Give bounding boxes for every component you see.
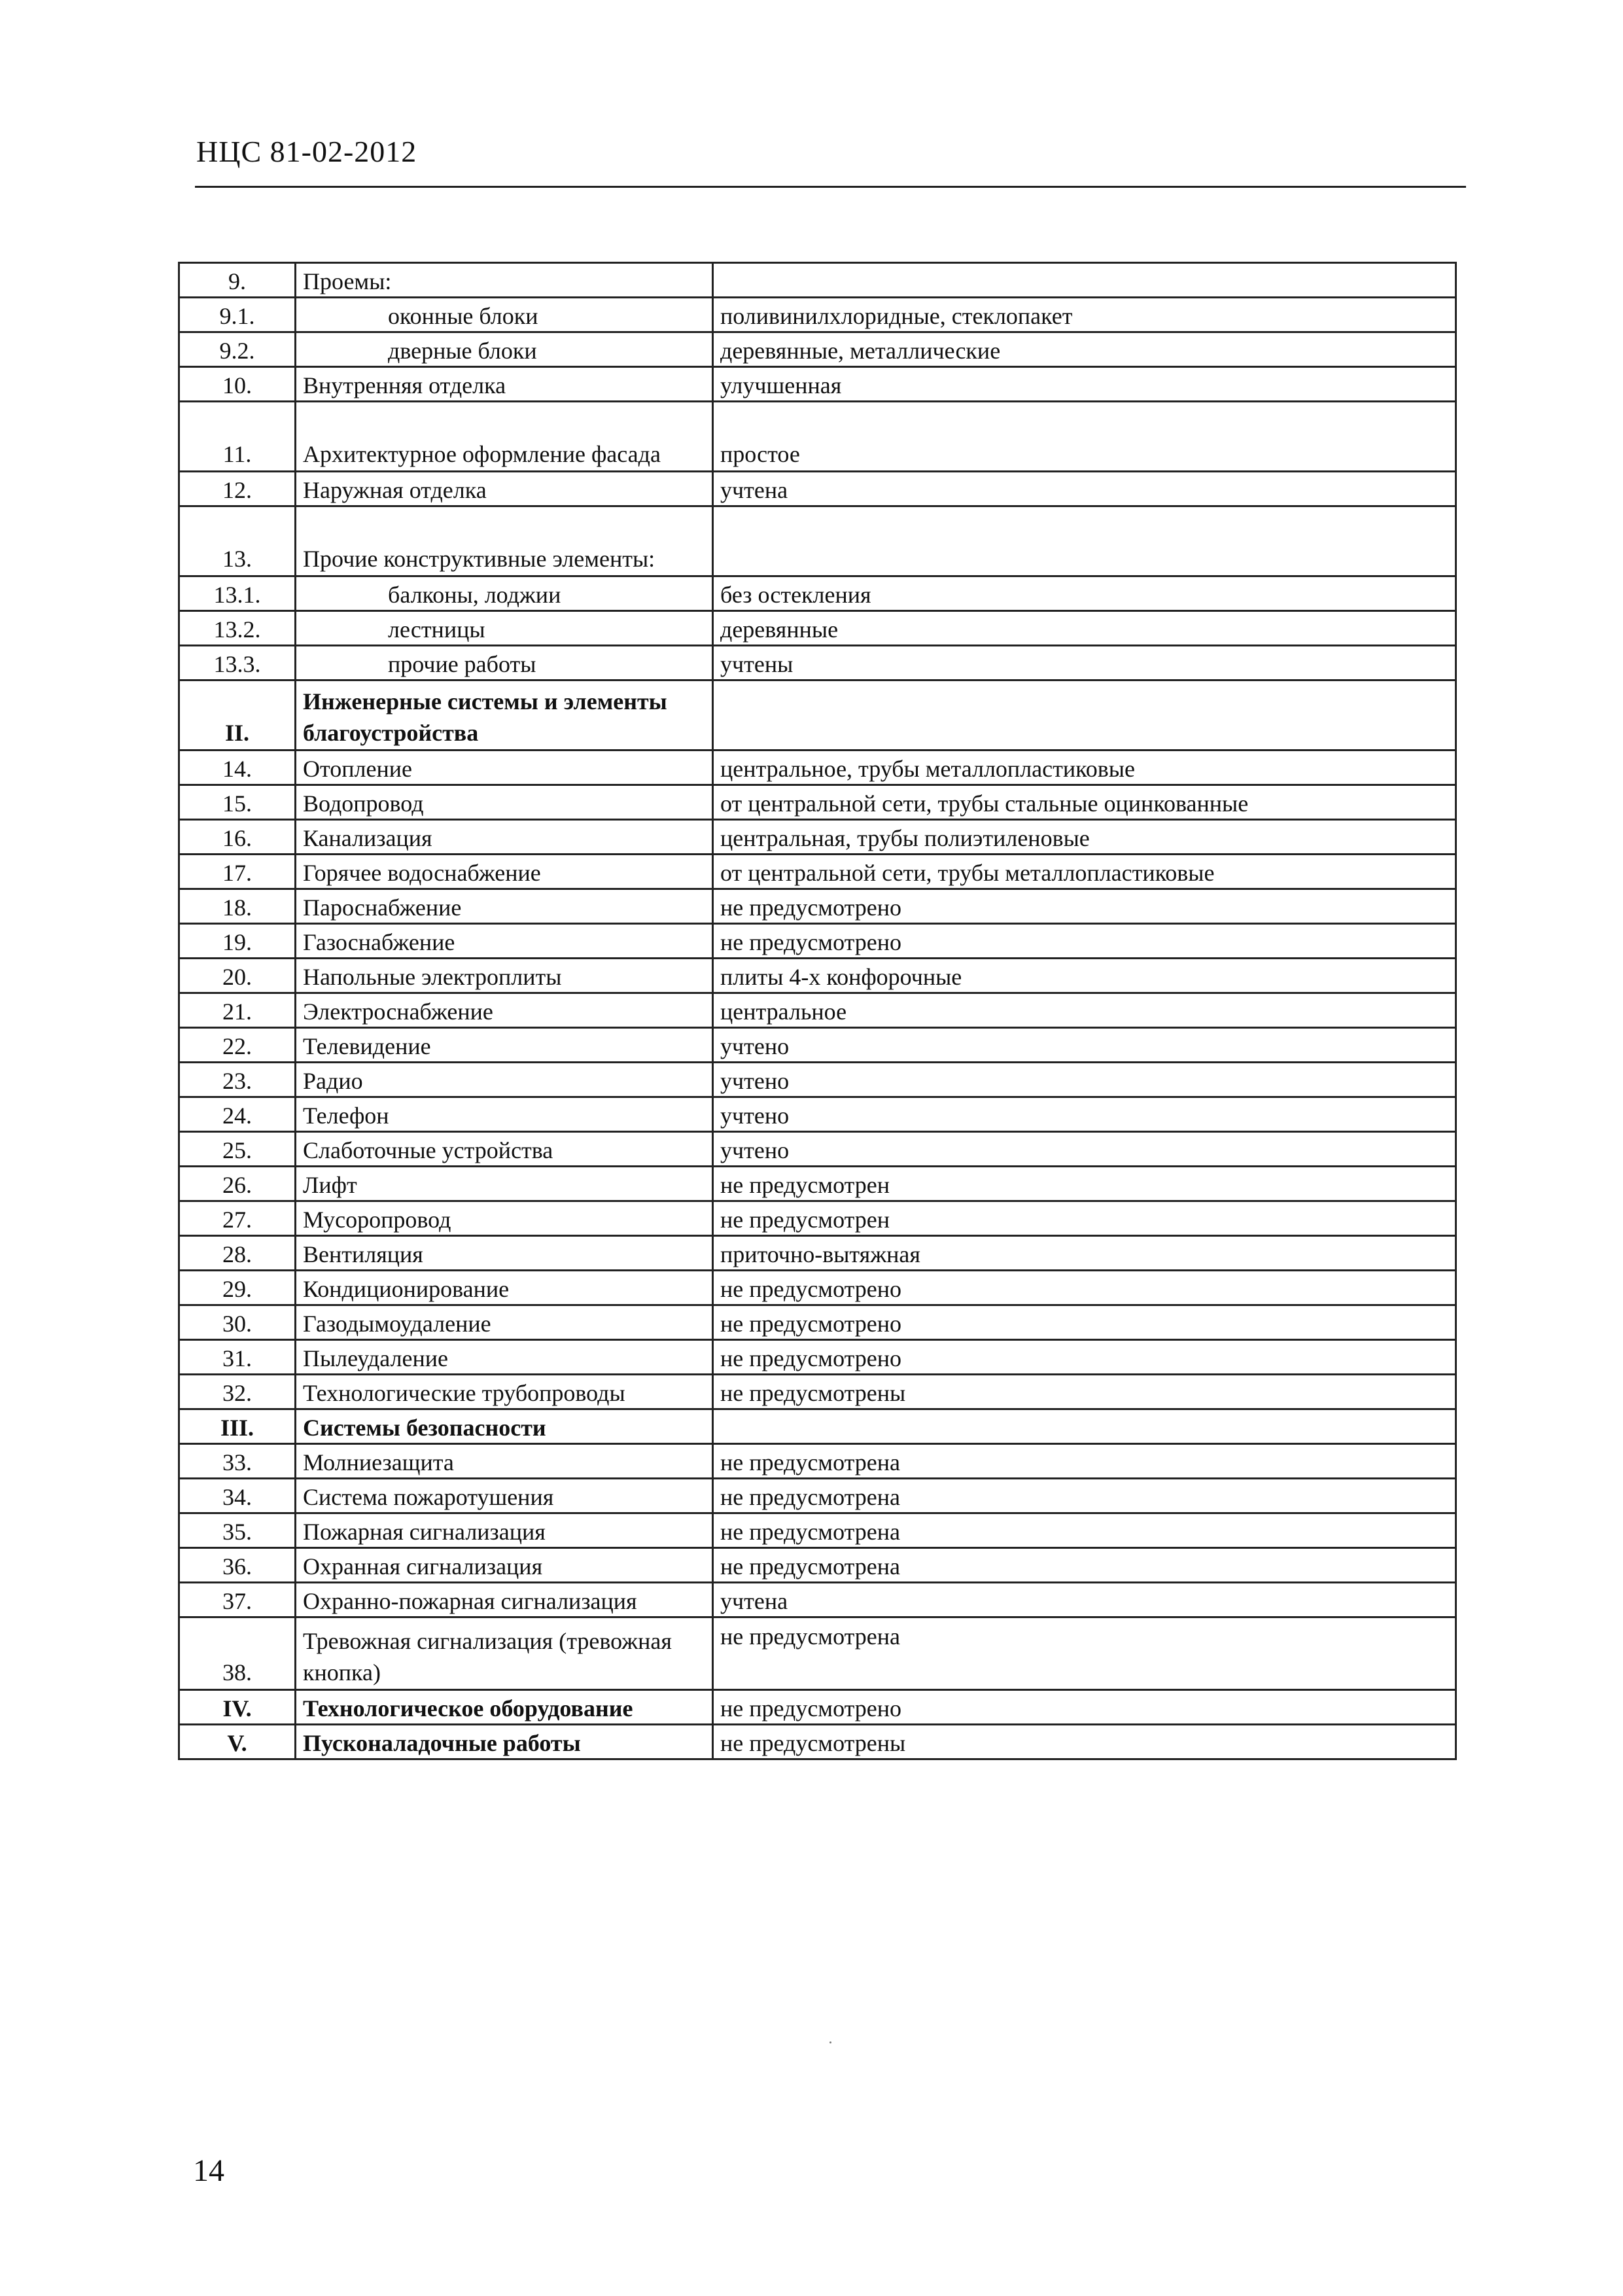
row-number: 13.3.: [179, 646, 296, 680]
row-number: 23.: [179, 1063, 296, 1097]
row-value: не предусмотрена: [713, 1513, 1456, 1548]
row-name: Газоснабжение: [296, 924, 713, 959]
section-number: III.: [179, 1409, 296, 1444]
row-number: 37.: [179, 1583, 296, 1617]
row-number: 26.: [179, 1167, 296, 1201]
row-value: поливинилхлоридные, стеклопакет: [713, 298, 1456, 332]
section-row: [179, 1690, 1456, 1725]
row-number: 32.: [179, 1375, 296, 1409]
row-value: не предусмотрена: [713, 1617, 1456, 1690]
table-row: [179, 889, 1456, 924]
row-name: Канализация: [296, 820, 713, 855]
table-row: [179, 1340, 1456, 1375]
row-number: 9.: [179, 263, 296, 298]
row-name: Молниезащита: [296, 1444, 713, 1479]
row-number: 28.: [179, 1236, 296, 1271]
row-value: деревянные: [713, 611, 1456, 646]
row-name: Водопровод: [296, 785, 713, 820]
table-row: [179, 1583, 1456, 1617]
row-name: Газодымоудаление: [296, 1305, 713, 1340]
row-value: учтено: [713, 1028, 1456, 1063]
document-code: НЦС 81-02-2012: [196, 135, 417, 168]
row-name: Напольные электроплиты: [296, 959, 713, 993]
row-value: центральное: [713, 993, 1456, 1028]
scan-speck: [829, 2041, 831, 2043]
row-number: 11.: [179, 402, 296, 472]
row-value: [713, 1409, 1456, 1444]
row-value: не предусмотрены: [713, 1725, 1456, 1759]
table-row: [179, 402, 1456, 472]
row-name: Вентиляция: [296, 1236, 713, 1271]
section-number: IV.: [179, 1690, 296, 1725]
table-row: [179, 1513, 1456, 1548]
row-value: деревянные, металлические: [713, 332, 1456, 367]
row-number: 9.1.: [179, 298, 296, 332]
table-row: [179, 1167, 1456, 1201]
table-row: [179, 506, 1456, 576]
table-row: [179, 1132, 1456, 1167]
row-name: Телефон: [296, 1097, 713, 1132]
row-name: Охранно-пожарная сигнализация: [296, 1583, 713, 1617]
table-row: [179, 1479, 1456, 1513]
row-number: 13.1.: [179, 576, 296, 611]
row-name: Внутренняя отделка: [296, 367, 713, 402]
row-number: 36.: [179, 1548, 296, 1583]
table-row: [179, 1028, 1456, 1063]
row-value: не предусмотрено: [713, 1305, 1456, 1340]
specification-table: [178, 262, 1457, 1760]
row-name: Прочие конструктивные элементы:: [296, 506, 713, 576]
row-name: Технологические трубопроводы: [296, 1375, 713, 1409]
section-number: II.: [179, 680, 296, 751]
table-row: [179, 959, 1456, 993]
section-title: Системы безопасности: [296, 1409, 713, 1444]
row-value: не предусмотрены: [713, 1375, 1456, 1409]
row-name: лестницы: [296, 611, 713, 646]
row-value: не предусмотрена: [713, 1444, 1456, 1479]
row-value: учтено: [713, 1132, 1456, 1167]
row-name: Слаботочные устройства: [296, 1132, 713, 1167]
row-value: [713, 506, 1456, 576]
row-number: 33.: [179, 1444, 296, 1479]
section-number: V.: [179, 1725, 296, 1759]
row-value: не предусмотрено: [713, 924, 1456, 959]
table-row: [179, 332, 1456, 367]
table-row: [179, 367, 1456, 402]
row-number: 30.: [179, 1305, 296, 1340]
header-divider: [195, 186, 1466, 188]
row-number: 38.: [179, 1617, 296, 1690]
row-name: Кондиционирование: [296, 1271, 713, 1305]
row-name: балконы, лоджии: [296, 576, 713, 611]
row-name: Наружная отделка: [296, 472, 713, 506]
row-value: учтена: [713, 1583, 1456, 1617]
table-row: [179, 1236, 1456, 1271]
row-name: Телевидение: [296, 1028, 713, 1063]
section-row: [179, 1409, 1456, 1444]
table-row: [179, 1097, 1456, 1132]
row-number: 34.: [179, 1479, 296, 1513]
page-number: 14: [193, 2153, 224, 2188]
table-row: [179, 576, 1456, 611]
row-name: Тревожная сигнализация (тревожная кнопка): [296, 1617, 713, 1690]
row-name: прочие работы: [296, 646, 713, 680]
row-name: Горячее водоснабжение: [296, 855, 713, 889]
row-value: учтено: [713, 1063, 1456, 1097]
row-value: центральная, трубы полиэтиленовые: [713, 820, 1456, 855]
row-value: учтена: [713, 472, 1456, 506]
row-value: не предусмотрена: [713, 1548, 1456, 1583]
row-value: не предусмотрен: [713, 1201, 1456, 1236]
table-row: [179, 1444, 1456, 1479]
row-number: 24.: [179, 1097, 296, 1132]
row-value: не предусмотрен: [713, 1167, 1456, 1201]
table-row: [179, 855, 1456, 889]
table-row: [179, 646, 1456, 680]
row-number: 29.: [179, 1271, 296, 1305]
row-number: 13.: [179, 506, 296, 576]
row-value: [713, 680, 1456, 751]
row-number: 31.: [179, 1340, 296, 1375]
row-value: без остекления: [713, 576, 1456, 611]
table-row: [179, 1063, 1456, 1097]
row-number: 14.: [179, 751, 296, 785]
row-value: улучшенная: [713, 367, 1456, 402]
table-row: [179, 993, 1456, 1028]
table-row: [179, 1305, 1456, 1340]
row-name: Проемы:: [296, 263, 713, 298]
row-value: не предусмотрено: [713, 889, 1456, 924]
row-number: 9.2.: [179, 332, 296, 367]
table-row: [179, 924, 1456, 959]
row-value: не предусмотрено: [713, 1271, 1456, 1305]
row-value: центральное, трубы металлопластиковые: [713, 751, 1456, 785]
table-row: [179, 611, 1456, 646]
row-name: Пылеудаление: [296, 1340, 713, 1375]
row-value: плиты 4-х конфорочные: [713, 959, 1456, 993]
row-name: Электроснабжение: [296, 993, 713, 1028]
table-row: [179, 820, 1456, 855]
row-number: 19.: [179, 924, 296, 959]
table-row: [179, 785, 1456, 820]
table-row: [179, 472, 1456, 506]
row-number: 20.: [179, 959, 296, 993]
row-value: простое: [713, 402, 1456, 472]
row-number: 12.: [179, 472, 296, 506]
section-row: [179, 680, 1456, 751]
row-number: 22.: [179, 1028, 296, 1063]
row-number: 13.2.: [179, 611, 296, 646]
row-number: 10.: [179, 367, 296, 402]
table-row: [179, 1201, 1456, 1236]
table-row: [179, 751, 1456, 785]
row-number: 25.: [179, 1132, 296, 1167]
row-value: не предусмотрено: [713, 1340, 1456, 1375]
row-value: не предусмотрено: [713, 1690, 1456, 1725]
table-row: [179, 1548, 1456, 1583]
row-number: 16.: [179, 820, 296, 855]
row-name: Охранная сигнализация: [296, 1548, 713, 1583]
row-number: 17.: [179, 855, 296, 889]
row-name: Система пожаротушения: [296, 1479, 713, 1513]
row-name: Лифт: [296, 1167, 713, 1201]
row-value: не предусмотрена: [713, 1479, 1456, 1513]
table-row: [179, 1271, 1456, 1305]
section-row: [179, 1725, 1456, 1759]
table-row: [179, 1617, 1456, 1690]
section-title: Инженерные системы и элементы благоустройства: [296, 680, 713, 751]
row-value: учтено: [713, 1097, 1456, 1132]
row-number: 18.: [179, 889, 296, 924]
table-row: [179, 1375, 1456, 1409]
row-name: оконные блоки: [296, 298, 713, 332]
table-row: [179, 298, 1456, 332]
row-value: от центральной сети, трубы стальные оцинкованные: [713, 785, 1456, 820]
row-name: Пароснабжение: [296, 889, 713, 924]
row-name: Мусоропровод: [296, 1201, 713, 1236]
row-number: 35.: [179, 1513, 296, 1548]
row-name: Радио: [296, 1063, 713, 1097]
table-row: [179, 263, 1456, 298]
row-name: Отопление: [296, 751, 713, 785]
row-number: 15.: [179, 785, 296, 820]
row-name: дверные блоки: [296, 332, 713, 367]
section-title: Технологическое оборудование: [296, 1690, 713, 1725]
row-number: 21.: [179, 993, 296, 1028]
row-name: Пожарная сигнализация: [296, 1513, 713, 1548]
row-value: приточно-вытяжная: [713, 1236, 1456, 1271]
section-title: Пусконаладочные работы: [296, 1725, 713, 1759]
row-value: [713, 263, 1456, 298]
row-name: Архитектурное оформление фасада: [296, 402, 713, 472]
row-value: от центральной сети, трубы металлопластиковые: [713, 855, 1456, 889]
row-value: учтены: [713, 646, 1456, 680]
row-number: 27.: [179, 1201, 296, 1236]
